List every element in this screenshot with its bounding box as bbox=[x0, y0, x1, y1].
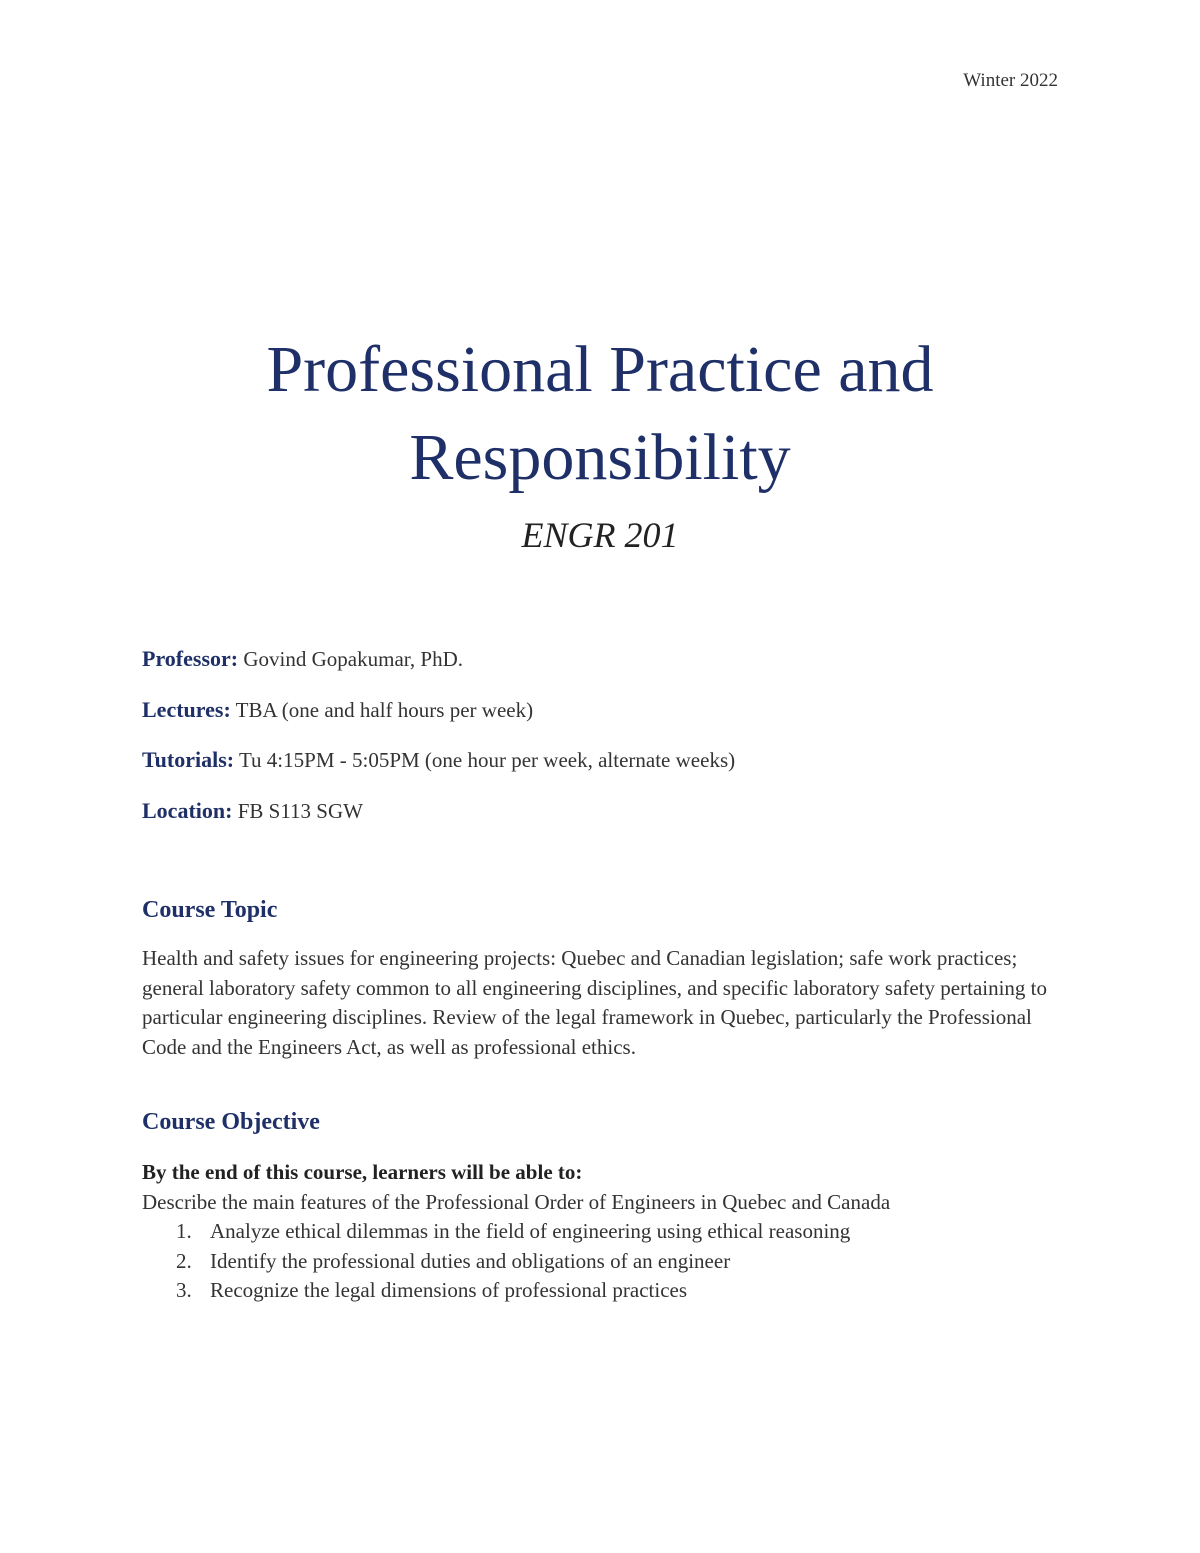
course-topic-heading: Course Topic bbox=[142, 897, 278, 923]
list-item-number: 3. bbox=[176, 1278, 192, 1302]
objective-intro: Describe the main features of the Professional Order of Engineers in Quebec and Canada bbox=[142, 1189, 891, 1214]
course-objective-content bbox=[142, 1158, 1072, 1306]
info-value: FB S113 SGW bbox=[237, 798, 363, 823]
info-label: Professor: bbox=[142, 646, 239, 671]
info-value: Tu 4:15PM - 5:05PM (one hour per week, alternate weeks) bbox=[238, 748, 736, 772]
list-item bbox=[142, 1217, 1072, 1247]
objective-lead: By the end of this course, learners will be able to: bbox=[142, 1160, 583, 1184]
course-code: ENGR 201 bbox=[521, 515, 679, 555]
course-objective-heading: Course Objective bbox=[142, 1109, 320, 1135]
course-topic-body: Health and safety issues for engineering projects: Quebec and Canadian legislation; safe work practices; general laboratory safety common to all engineering disciplines, and specific laboratory safety pertaining to particular engineering disciplines. Review of the legal framework in Quebec, particularly the Professional Code and the Engineers Act, as well as professional ethics. bbox=[142, 946, 1048, 1059]
info-label: Lectures: bbox=[142, 696, 231, 722]
info-row-location bbox=[142, 794, 1062, 845]
list-item-text: Identify the professional duties and obligations of an engineer bbox=[210, 1248, 731, 1273]
info-label: Tutorials: bbox=[142, 747, 235, 772]
list-item-text: Recognize the legal dimensions of professional practices bbox=[210, 1278, 688, 1302]
info-value: TBA (one and half hours per week) bbox=[235, 697, 534, 722]
info-label: Location: bbox=[142, 797, 233, 823]
list-item bbox=[142, 1247, 1072, 1277]
course-title bbox=[0, 326, 1200, 502]
objective-list bbox=[142, 1217, 1072, 1306]
course-info bbox=[142, 642, 1062, 844]
term-label: Winter 2022 bbox=[963, 70, 1058, 91]
list-item bbox=[142, 1276, 1072, 1306]
list-item-number: 2. bbox=[176, 1248, 192, 1273]
info-value: Govind Gopakumar, PhD. bbox=[243, 647, 464, 671]
course-title-line-1: Professional Practice and bbox=[266, 333, 934, 407]
course-title-line-2: Responsibility bbox=[409, 421, 791, 495]
list-item-text: Analyze ethical dilemmas in the field of engineering using ethical reasoning bbox=[210, 1219, 851, 1243]
list-item-number: 1. bbox=[176, 1219, 192, 1243]
info-row-tutorials bbox=[142, 743, 1062, 794]
info-row-professor bbox=[142, 642, 1062, 693]
info-row-lectures bbox=[142, 693, 1062, 744]
